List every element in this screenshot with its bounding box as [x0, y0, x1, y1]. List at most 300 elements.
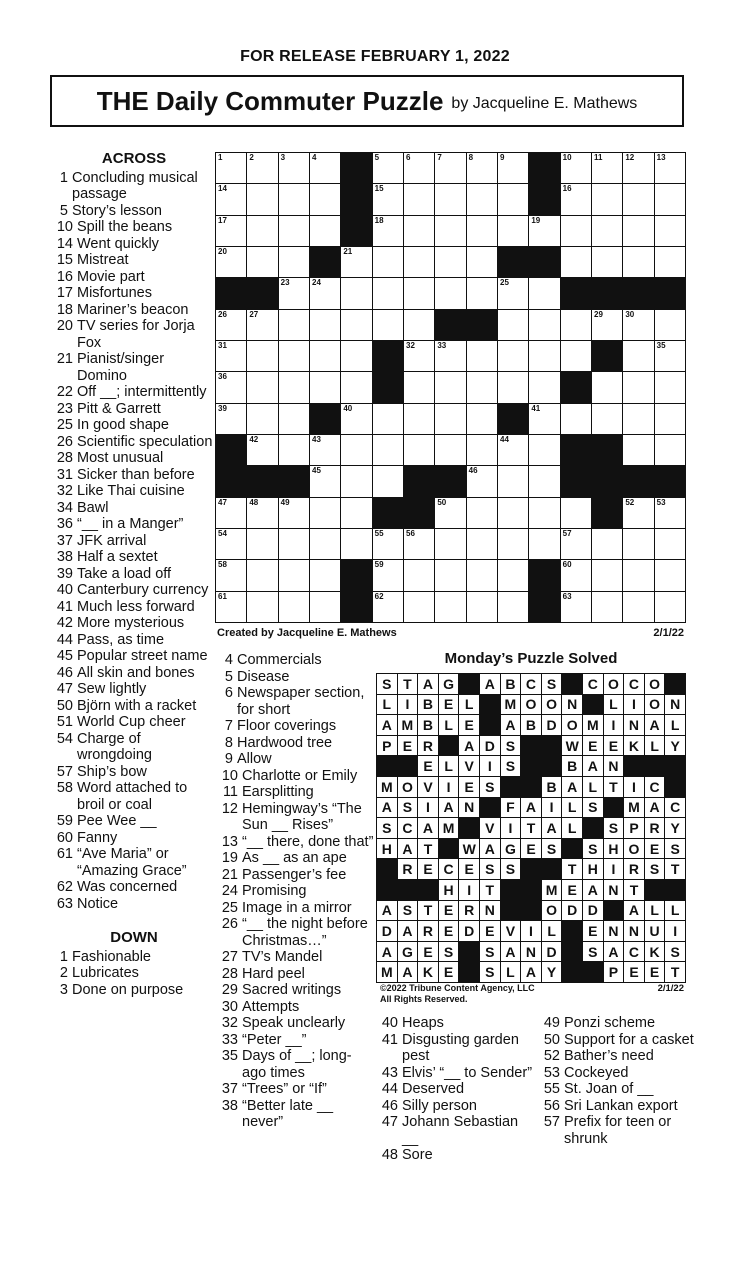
grid-cell[interactable] [592, 592, 622, 622]
down-list-col1 [50, 949, 218, 999]
grid-cell[interactable] [435, 216, 465, 246]
grid-cell[interactable] [592, 560, 622, 590]
solution-cell: I [542, 798, 562, 818]
grid-cell[interactable] [467, 247, 497, 277]
solution-cell: T [418, 839, 438, 859]
black-square [561, 466, 591, 496]
solution-black-square [583, 818, 603, 838]
clue-text: “Peter __” [242, 1031, 307, 1048]
grid-cell[interactable] [467, 529, 497, 559]
cell-number: 60 [562, 560, 572, 570]
grid-cell[interactable] [435, 404, 465, 434]
grid-cell[interactable] [279, 435, 309, 465]
grid-cell[interactable] [404, 560, 434, 590]
grid-cell[interactable] [623, 529, 653, 559]
grid-cell[interactable] [655, 153, 685, 183]
grid-cell[interactable] [561, 341, 591, 371]
grid-cell[interactable] [247, 529, 277, 559]
grid-cell[interactable] [498, 466, 528, 496]
grid-cell[interactable] [498, 278, 528, 308]
solution-cell: S [665, 942, 685, 962]
grid-cell[interactable] [310, 153, 340, 183]
clue-number: 10 [221, 767, 238, 784]
grid-cell[interactable] [373, 247, 403, 277]
grid-cell[interactable] [279, 404, 309, 434]
grid-cell[interactable] [623, 404, 653, 434]
grid-cell[interactable] [404, 310, 434, 340]
solution-cell: B [418, 695, 438, 715]
clue-number: 55 [543, 1081, 560, 1097]
clue [50, 285, 218, 302]
clue-text: “__ there, done that” [242, 833, 374, 850]
grid-cell[interactable] [279, 184, 309, 214]
grid-cell[interactable] [216, 247, 246, 277]
black-square [623, 278, 653, 308]
grid-cell[interactable] [529, 310, 559, 340]
grid-cell[interactable] [529, 341, 559, 371]
solution-black-square [665, 777, 685, 797]
grid-cell[interactable] [467, 184, 497, 214]
solution-cell: I [604, 859, 624, 879]
grid-cell[interactable] [310, 498, 340, 528]
solution-cell: L [542, 921, 562, 941]
solution-cell: D [583, 901, 603, 921]
grid-cell[interactable] [216, 592, 246, 622]
solution-cell: V [480, 818, 500, 838]
grid-cell[interactable] [498, 592, 528, 622]
clue [50, 417, 218, 434]
grid-cell[interactable] [404, 184, 434, 214]
crossword-grid [215, 152, 686, 623]
grid-cell[interactable] [404, 278, 434, 308]
grid-cell[interactable] [216, 153, 246, 183]
grid-cell[interactable] [529, 278, 559, 308]
grid-cell[interactable] [435, 184, 465, 214]
solution-black-square [583, 962, 603, 982]
grid-cell[interactable] [373, 529, 403, 559]
grid-cell[interactable] [373, 560, 403, 590]
grid-cell[interactable] [655, 560, 685, 590]
grid-cell[interactable] [435, 592, 465, 622]
clue-number: 15 [56, 252, 73, 268]
grid-cell[interactable] [561, 592, 591, 622]
grid-cell[interactable] [247, 372, 277, 402]
clue-text: Much less forward [77, 598, 195, 615]
grid-cell[interactable] [655, 184, 685, 214]
solution-cell: T [665, 859, 685, 879]
grid-cell[interactable] [561, 184, 591, 214]
grid-cell[interactable] [655, 310, 685, 340]
grid-cell[interactable] [561, 404, 591, 434]
grid-cell[interactable] [655, 372, 685, 402]
solution-cell: S [665, 839, 685, 859]
solution-black-square [439, 839, 459, 859]
grid-cell[interactable] [247, 592, 277, 622]
grid-cell[interactable] [216, 404, 246, 434]
grid-cell[interactable] [435, 560, 465, 590]
grid-cell[interactable] [498, 310, 528, 340]
black-square [561, 372, 591, 402]
solution-cell: I [418, 798, 438, 818]
grid-cell[interactable] [655, 404, 685, 434]
grid-cell[interactable] [435, 435, 465, 465]
black-square [655, 278, 685, 308]
solution-cell: L [439, 756, 459, 776]
grid-cell[interactable] [467, 498, 497, 528]
clue-number: 39 [56, 565, 73, 582]
cell-number: 39 [218, 403, 227, 413]
grid-cell[interactable] [310, 372, 340, 402]
solution-cell: O [542, 695, 562, 715]
grid-cell[interactable] [404, 153, 434, 183]
cell-number: 10 [562, 153, 572, 162]
grid-cell[interactable] [592, 310, 622, 340]
grid-cell[interactable] [373, 153, 403, 183]
clue-text: Newspaper section, for short [237, 685, 365, 718]
solution-cell: S [501, 736, 521, 756]
clue-number: 46 [56, 664, 73, 681]
grid-cell[interactable] [279, 153, 309, 183]
clue-text: Image in a mirror [242, 899, 352, 916]
solution-cell: Y [665, 818, 685, 838]
solution-black-square [562, 962, 582, 982]
grid-cell[interactable] [655, 216, 685, 246]
solution-black-square [645, 756, 665, 776]
grid-cell[interactable] [279, 560, 309, 590]
clue-number: 5 [224, 668, 233, 685]
grid-cell[interactable] [498, 435, 528, 465]
solution-cell: Y [665, 736, 685, 756]
grid-cell[interactable] [404, 216, 434, 246]
grid-cell[interactable] [529, 498, 559, 528]
grid-cell[interactable] [247, 404, 277, 434]
clue-text: TV series for Jorja Fox [77, 318, 195, 351]
cell-number: 19 [531, 215, 541, 225]
grid-cell[interactable] [279, 216, 309, 246]
grid-cell[interactable] [341, 529, 371, 559]
grid-cell[interactable] [498, 184, 528, 214]
grid-cell[interactable] [467, 592, 497, 622]
grid-cell[interactable] [623, 498, 653, 528]
grid-cell[interactable] [310, 184, 340, 214]
solution-cell: B [418, 715, 438, 735]
cell-number: 13 [656, 153, 666, 162]
clue-text: Prefix for teen or shrunk [564, 1114, 672, 1147]
black-square [310, 247, 340, 277]
grid-cell[interactable] [592, 372, 622, 402]
grid-cell[interactable] [655, 592, 685, 622]
grid-cell[interactable] [655, 341, 685, 371]
clue-number: 38 [221, 1097, 238, 1114]
solution-black-square [665, 880, 685, 900]
clue-number: 29 [221, 982, 238, 998]
solution-black-square [542, 859, 562, 879]
grid-cell[interactable] [561, 310, 591, 340]
grid-cell[interactable] [561, 247, 591, 277]
clue-number: 8 [224, 734, 233, 751]
grid-cell[interactable] [467, 466, 497, 496]
clue-number: 44 [56, 631, 73, 648]
clue-number: 59 [56, 813, 73, 829]
grid-cell[interactable] [404, 372, 434, 402]
grid-cell[interactable] [341, 404, 371, 434]
cell-number: 31 [218, 341, 227, 350]
grid-cell[interactable] [655, 435, 685, 465]
grid-cell[interactable] [373, 216, 403, 246]
grid-cell[interactable] [467, 435, 497, 465]
grid-cell[interactable] [435, 247, 465, 277]
clue [375, 1147, 535, 1164]
grid-cell[interactable] [341, 310, 371, 340]
grid-cell[interactable] [247, 153, 277, 183]
cell-number: 49 [280, 497, 290, 507]
grid-cell[interactable] [561, 153, 591, 183]
grid-cell[interactable] [310, 435, 340, 465]
grid-cell[interactable] [310, 529, 340, 559]
grid-cell[interactable] [467, 153, 497, 183]
grid-cell[interactable] [310, 278, 340, 308]
clue [215, 801, 375, 834]
grid-cell[interactable] [592, 529, 622, 559]
clue [537, 1032, 697, 1049]
grid-cell[interactable] [529, 466, 559, 496]
solution-cell: A [542, 818, 562, 838]
grid-cell[interactable] [310, 216, 340, 246]
grid-cell[interactable] [373, 592, 403, 622]
grid-cell[interactable] [498, 498, 528, 528]
grid-cell[interactable] [310, 341, 340, 371]
solution-cell: I [439, 777, 459, 797]
grid-cell[interactable] [561, 216, 591, 246]
clue-text: Johann Sebastian __ [402, 1114, 519, 1147]
clue-text: Hardwood tree [237, 734, 333, 751]
grid-cell[interactable] [498, 372, 528, 402]
grid-cell[interactable] [373, 278, 403, 308]
grid-cell[interactable] [623, 184, 653, 214]
solution-cell: A [604, 942, 624, 962]
grid-cell[interactable] [341, 372, 371, 402]
grid-cell[interactable] [247, 560, 277, 590]
grid-cell[interactable] [592, 404, 622, 434]
cell-number: 8 [468, 153, 474, 162]
solution-black-square [439, 736, 459, 756]
grid-cell[interactable] [623, 592, 653, 622]
grid-cell[interactable] [435, 341, 465, 371]
grid-cell[interactable] [247, 216, 277, 246]
grid-cell[interactable] [341, 498, 371, 528]
clue [215, 718, 375, 735]
clue [50, 500, 218, 517]
grid-cell[interactable] [216, 372, 246, 402]
grid-cell[interactable] [498, 216, 528, 246]
grid-cell[interactable] [310, 310, 340, 340]
clue-text: Elvis’ “__ to Sender” [402, 1064, 533, 1081]
grid-cell[interactable] [404, 404, 434, 434]
grid-cell[interactable] [341, 341, 371, 371]
grid-cell[interactable] [623, 310, 653, 340]
grid-cell[interactable] [529, 435, 559, 465]
grid-cell[interactable] [498, 529, 528, 559]
clue-text: Popular street name [77, 648, 208, 664]
grid-cell[interactable] [247, 435, 277, 465]
clue-text: Story’s lesson [72, 202, 162, 219]
grid-cell[interactable] [655, 529, 685, 559]
solution-cell: N [459, 798, 479, 818]
grid-cell[interactable] [279, 310, 309, 340]
grid-cell[interactable] [655, 498, 685, 528]
grid-cell[interactable] [498, 341, 528, 371]
grid-cell[interactable] [247, 184, 277, 214]
grid-cell[interactable] [341, 278, 371, 308]
grid-cell[interactable] [404, 592, 434, 622]
grid-cell[interactable] [623, 341, 653, 371]
cell-number: 52 [625, 497, 635, 507]
grid-cell[interactable] [435, 278, 465, 308]
solution-cell: N [665, 695, 685, 715]
cell-number: 35 [656, 341, 666, 350]
grid-cell[interactable] [373, 310, 403, 340]
grid-cell[interactable] [467, 372, 497, 402]
clue-text: Done on purpose [72, 981, 184, 998]
solution-cell: A [398, 921, 418, 941]
solution-cell: R [398, 859, 418, 879]
grid-cell[interactable] [279, 341, 309, 371]
cell-number: 30 [625, 309, 635, 319]
grid-cell[interactable] [279, 529, 309, 559]
grid-cell[interactable] [623, 247, 653, 277]
grid-cell[interactable] [373, 435, 403, 465]
clue-number: 28 [56, 450, 73, 466]
grid-cell[interactable] [216, 184, 246, 214]
grid-cell[interactable] [561, 529, 591, 559]
clue-text: Disgusting garden pest [402, 1031, 519, 1064]
grid-cell[interactable] [279, 278, 309, 308]
solution-black-square [604, 901, 624, 921]
solution-cell: O [542, 901, 562, 921]
grid-cell[interactable] [279, 592, 309, 622]
grid-cell[interactable] [216, 529, 246, 559]
grid-cell[interactable] [561, 560, 591, 590]
grid-cell[interactable] [404, 247, 434, 277]
grid-cell[interactable] [310, 592, 340, 622]
clue-number: 35 [221, 1048, 238, 1064]
grid-cell[interactable] [467, 278, 497, 308]
down-clues-col2 [215, 652, 375, 1131]
clue-number: 17 [56, 285, 73, 301]
grid-cell[interactable] [435, 529, 465, 559]
grid-cell[interactable] [373, 184, 403, 214]
clue-text: World Cup cheer [77, 714, 186, 730]
clue [50, 566, 218, 583]
grid-cell[interactable] [592, 247, 622, 277]
grid-cell[interactable] [216, 498, 246, 528]
solution-cell: L [459, 695, 479, 715]
grid-cell[interactable] [216, 341, 246, 371]
clue-number: 21 [221, 866, 238, 883]
grid-cell[interactable] [592, 184, 622, 214]
solution-cell: L [665, 715, 685, 735]
clue [215, 1032, 375, 1049]
grid-cell[interactable] [310, 560, 340, 590]
grid-cell[interactable] [279, 372, 309, 402]
grid-cell[interactable] [467, 216, 497, 246]
grid-cell[interactable] [247, 310, 277, 340]
clue-number: 12 [221, 800, 238, 817]
grid-cell[interactable] [529, 372, 559, 402]
grid-cell[interactable] [341, 247, 371, 277]
grid-cell[interactable] [373, 404, 403, 434]
solution-cell: C [521, 674, 541, 694]
clue-text: Heaps [402, 1015, 444, 1031]
grid-cell[interactable] [404, 341, 434, 371]
clue [50, 549, 218, 566]
clue-text: Misfortunes [77, 285, 152, 301]
solution-cell: E [583, 736, 603, 756]
grid-cell[interactable] [341, 466, 371, 496]
grid-cell[interactable] [467, 404, 497, 434]
grid-cell[interactable] [216, 310, 246, 340]
grid-cell[interactable] [310, 466, 340, 496]
grid-cell[interactable] [216, 216, 246, 246]
solution-black-square [562, 921, 582, 941]
clue-number: 37 [221, 1081, 238, 1097]
grid-cell[interactable] [623, 153, 653, 183]
solution-black-square [398, 756, 418, 776]
release-date: FOR RELEASE FEBRUARY 1, 2022 [240, 48, 510, 65]
grid-cell[interactable] [404, 529, 434, 559]
grid-cell[interactable] [279, 498, 309, 528]
solution-cell: E [439, 921, 459, 941]
grid-cell[interactable] [623, 372, 653, 402]
solution-cell: C [583, 674, 603, 694]
grid-cell[interactable] [498, 153, 528, 183]
clue [50, 830, 218, 847]
solution-cell: E [645, 839, 665, 859]
grid-cell[interactable] [341, 435, 371, 465]
clue-number: 47 [56, 681, 73, 697]
grid-cell[interactable] [655, 247, 685, 277]
grid-cell[interactable] [279, 247, 309, 277]
clue-text: Silly person [402, 1097, 477, 1114]
solution-title: Monday’s Puzzle Solved [444, 650, 618, 667]
clue-text: JFK arrival [77, 532, 147, 549]
grid-cell[interactable] [216, 560, 246, 590]
grid-cell[interactable] [529, 216, 559, 246]
grid-cell[interactable] [247, 498, 277, 528]
grid-cell[interactable] [247, 247, 277, 277]
grid-cell[interactable] [435, 153, 465, 183]
grid-cell[interactable] [467, 560, 497, 590]
solution-cell: C [624, 674, 644, 694]
grid-cell[interactable] [435, 372, 465, 402]
grid-cell[interactable] [529, 404, 559, 434]
grid-cell[interactable] [623, 560, 653, 590]
grid-cell[interactable] [435, 498, 465, 528]
grid-cell[interactable] [498, 560, 528, 590]
grid-cell[interactable] [623, 216, 653, 246]
grid-cell[interactable] [592, 216, 622, 246]
grid-cell[interactable] [467, 341, 497, 371]
solution-cell: I [624, 777, 644, 797]
grid-cell[interactable] [404, 435, 434, 465]
grid-cell[interactable] [247, 341, 277, 371]
grid-cell[interactable] [623, 435, 653, 465]
grid-cell[interactable] [373, 466, 403, 496]
solution-cell: O [604, 674, 624, 694]
grid-cell[interactable] [592, 153, 622, 183]
grid-cell[interactable] [561, 498, 591, 528]
grid-cell[interactable] [529, 529, 559, 559]
